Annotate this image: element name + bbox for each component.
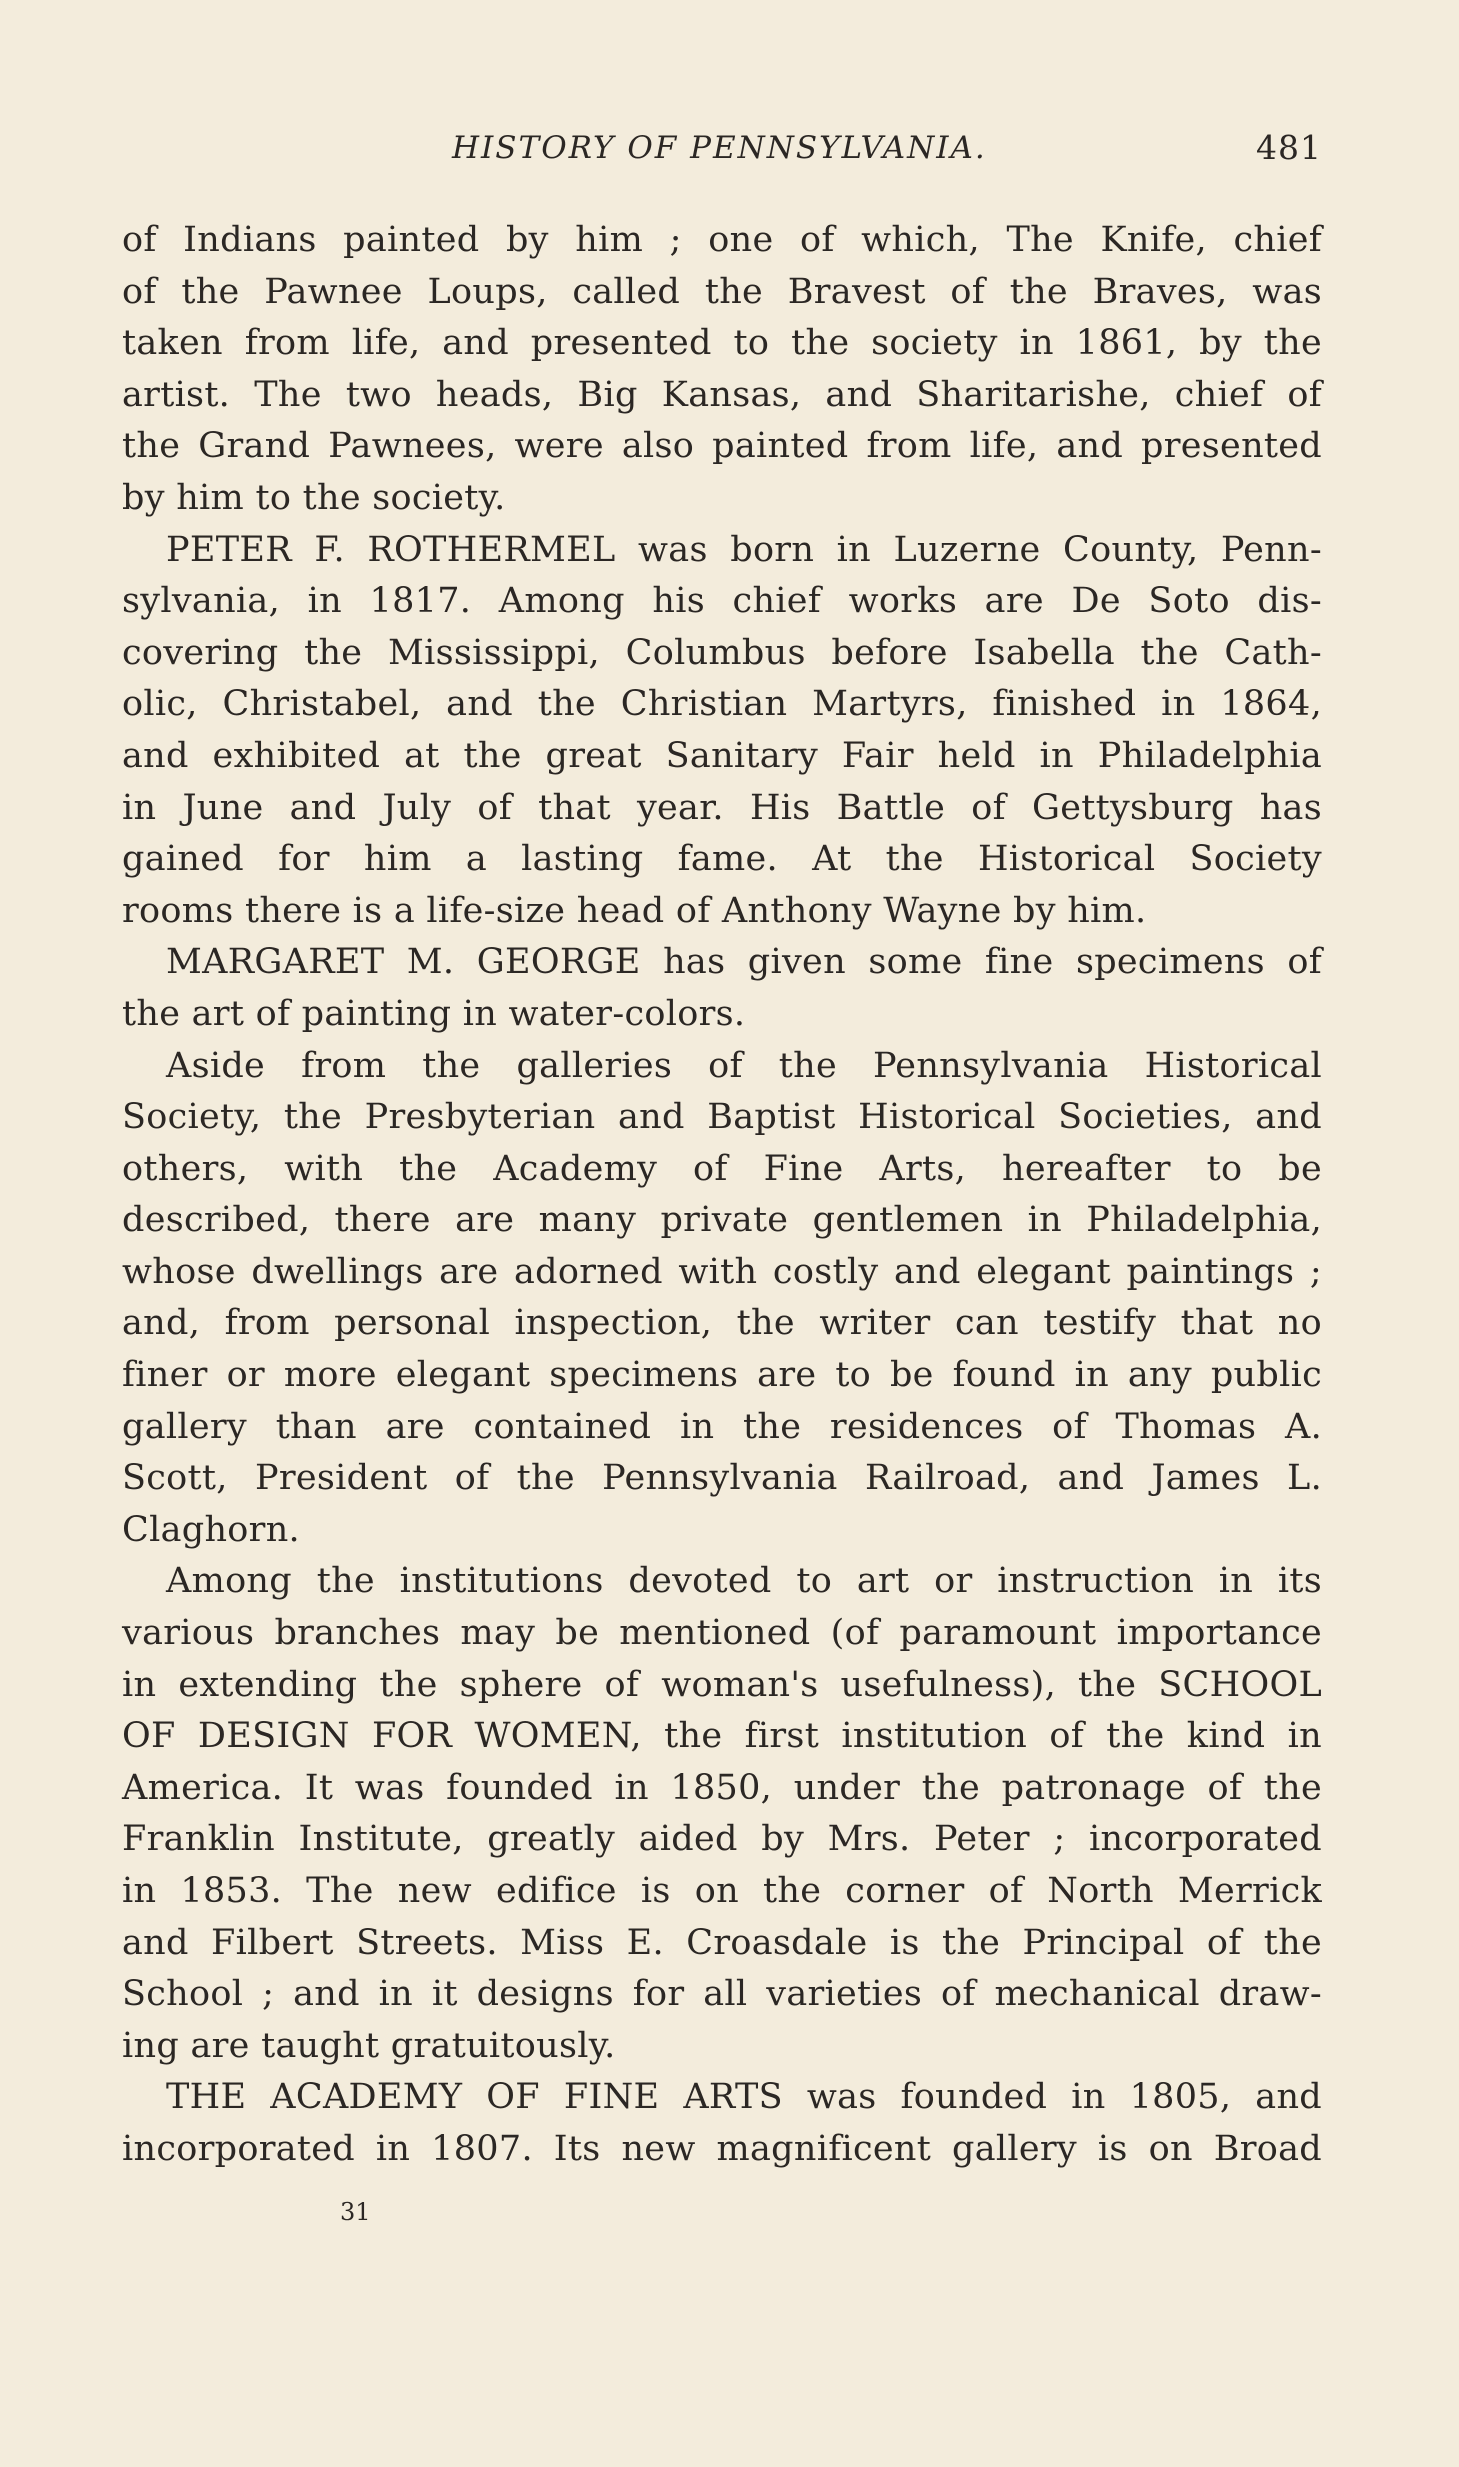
text-line: sylvania, in 1817. Among his chief works are De Soto dis- xyxy=(122,581,1322,622)
text-line: others, with the Academy of Fine Arts, hereafter to be xyxy=(122,1148,1322,1189)
text-line: Scott, President of the Pennsylvania Railroad, and James L. xyxy=(122,1458,1322,1499)
paragraph-start-academy: THE ACADEMY OF FINE ARTS was founded in 1805, and xyxy=(166,2077,1322,2118)
running-title: HISTORY OF PENNSYLVANIA. xyxy=(452,130,987,166)
text-line: in extending the sphere of woman's usefulness), the SCHOOL xyxy=(122,1664,1322,1705)
page-number: 481 xyxy=(1256,128,1322,167)
text-line: by him to the society. xyxy=(122,477,506,518)
text-line: Claghorn. xyxy=(122,1509,300,1550)
text-line: rooms there is a life-size head of Anthony Wayne by him. xyxy=(122,890,1147,931)
text-line: covering the Mississippi, Columbus before Isabella the Cath- xyxy=(122,632,1322,673)
text-line: the Grand Pawnees, were also painted from life, and presented xyxy=(122,426,1322,467)
text-line: America. It was founded in 1850, under the patronage of the xyxy=(122,1767,1322,1808)
text-line: whose dwellings are adorned with costly and elegant paintings ; xyxy=(122,1251,1322,1292)
text-line: gallery than are contained in the residences of Thomas A. xyxy=(122,1406,1322,1447)
text-line: incorporated in 1807. Its new magnificent gallery is on Broad xyxy=(122,2128,1322,2169)
paragraph-start-rothermel: PETER F. ROTHERMEL was born in Luzerne County, Penn- xyxy=(166,529,1322,570)
text-line: taken from life, and presented to the society in 1861, by the xyxy=(122,323,1322,364)
text-line: of the Pawnee Loups, called the Bravest of the Braves, was xyxy=(122,271,1322,312)
text-line: various branches may be mentioned (of paramount importance xyxy=(122,1613,1322,1654)
text-line: of Indians painted by him ; one of which, The Knife, chief xyxy=(122,220,1322,260)
body-text xyxy=(122,215,1322,2176)
text-line: finer or more elegant specimens are to be found in any public xyxy=(122,1355,1322,1396)
running-head xyxy=(122,130,1322,180)
text-line: School ; and in it designs for all varieties of mechanical draw- xyxy=(122,1974,1322,2015)
text-line: olic, Christabel, and the Christian Martyrs, finished in 1864, xyxy=(122,684,1322,725)
text-line: Society, the Presbyterian and Baptist Historical Societies, and xyxy=(122,1097,1322,1138)
text-line: gained for him a lasting fame. At the Historical Society xyxy=(122,839,1322,880)
text-line: described, there are many private gentlemen in Philadelphia, xyxy=(122,1200,1322,1241)
paragraph-start-institutions: Among the institutions devoted to art or instruction in its xyxy=(166,1561,1322,1602)
text-line: OF DESIGN FOR WOMEN, the first institution of the kind in xyxy=(122,1716,1322,1757)
text-line: and, from personal inspection, the writer can testify that no xyxy=(122,1303,1322,1344)
text-line: and Filbert Streets. Miss E. Croasdale is the Principal of the xyxy=(122,1922,1322,1963)
text-line: in 1853. The new edifice is on the corner of North Merrick xyxy=(122,1871,1322,1911)
text-line: Franklin Institute, greatly aided by Mrs. Peter ; incorporated xyxy=(122,1819,1322,1860)
text-line: ing are taught gratuitously. xyxy=(122,2025,616,2066)
text-line: artist. The two heads, Big Kansas, and Sharitarishe, chief of xyxy=(122,374,1322,415)
text-line: in June and July of that year. His Battle of Gettysburg has xyxy=(122,787,1322,828)
paragraph-start-galleries: Aside from the galleries of the Pennsylvania Historical xyxy=(166,1045,1322,1086)
paragraph-start-george: MARGARET M. GEORGE has given some fine specimens of xyxy=(166,942,1322,983)
signature-mark: 31 xyxy=(340,2198,371,2226)
text-line: the art of painting in water-colors. xyxy=(122,993,746,1034)
text-line: and exhibited at the great Sanitary Fair held in Philadelphia xyxy=(122,735,1322,776)
